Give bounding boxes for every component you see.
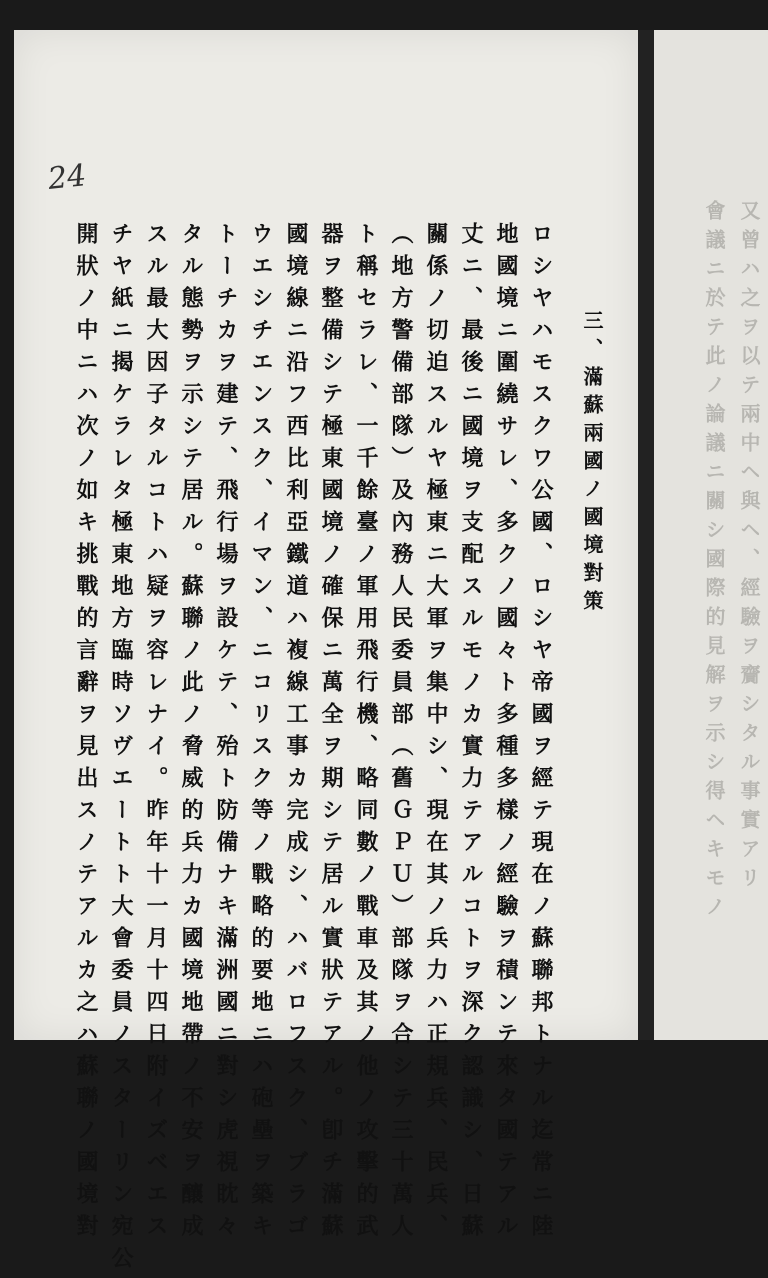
page-number: 24: [46, 158, 88, 197]
text-column-9: ウエシチエンスク、イマン、ニコリスク等ノ戰略的要地ニハ砲壘ヲ築キ: [248, 222, 274, 1246]
text-column-7: 器ヲ整備シテ極東國境ノ確保ニ萬全ヲ期シテ居ル實狀テアル。卽チ滿蘇: [318, 222, 344, 1246]
text-column-1: ロシヤハモスクワ公國、ロシヤ帝國ヲ經テ現在ノ蘇聯邦トナル迄常ニ陸: [528, 222, 554, 1246]
facing-page-text-line-1: 又曾ハ之ヲ以テ兩中ヘ與ヘ、經驗ヲ齎シタル事實アリ: [737, 200, 761, 896]
text-column-3: 丈ニ、最後ニ國境ヲ支配スルモノカ實力テアルコトヲ深ク認識シ、日蘇: [458, 222, 484, 1246]
facing-page-text-line-2: 會議ニ於テ此ノ論議ニ關シ國際的見解ヲ示シ得ヘキモノ: [702, 200, 726, 925]
text-column-13: チヤ紙ニ揭ケラレタ極東地方臨時ソヴエートト大會委員ノスターリン宛公: [108, 222, 134, 1278]
text-column-12: スル最大因子タルコトハ疑ヲ容レナイ。昨年十一月十四日附イズベエス: [143, 222, 169, 1246]
text-column-4: 關係ノ切迫スルヤ極東ニ大軍ヲ集中シ、現在其ノ兵力ハ正規兵、民兵、: [423, 222, 449, 1246]
text-column-2: 地國境ニ圍繞サレ、多クノ國々ト多種多樣ノ經驗ヲ積ンテ來タ國テアル: [493, 222, 519, 1246]
text-column-14: 開狀ノ中ニハ次ノ如キ挑戰的言辭ヲ見出スノテアルカ之ハ蘇聯ノ國境對: [73, 222, 99, 1246]
text-column-5: （地方警備部隊）及內務人民委員部（舊ＧＰＵ）部隊ヲ合シテ三十萬人: [388, 222, 414, 1246]
text-column-10: トーチカヲ建テ、飛行場ヲ設ケテ、殆ト防備ナキ滿洲國ニ對シ虎視眈々: [213, 222, 239, 1246]
section-heading: 三、滿蘇兩國ノ國境對策: [580, 310, 604, 618]
book-spine: [638, 30, 654, 1040]
text-column-6: ト稱セラレ、一千餘臺ノ軍用飛行機、略同數ノ戰車及其ノ他ノ攻擊的武: [353, 222, 379, 1246]
text-column-11: タル態勢ヲ示シテ居ル。蘇聯ノ此ノ脅威的兵力カ國境地帶ノ不安ヲ釀成: [178, 222, 204, 1246]
text-column-8: 國境線ニ沿フ西比利亞鐵道ハ複線工事カ完成シ、ハバロフスク、ブラゴ: [283, 222, 309, 1246]
